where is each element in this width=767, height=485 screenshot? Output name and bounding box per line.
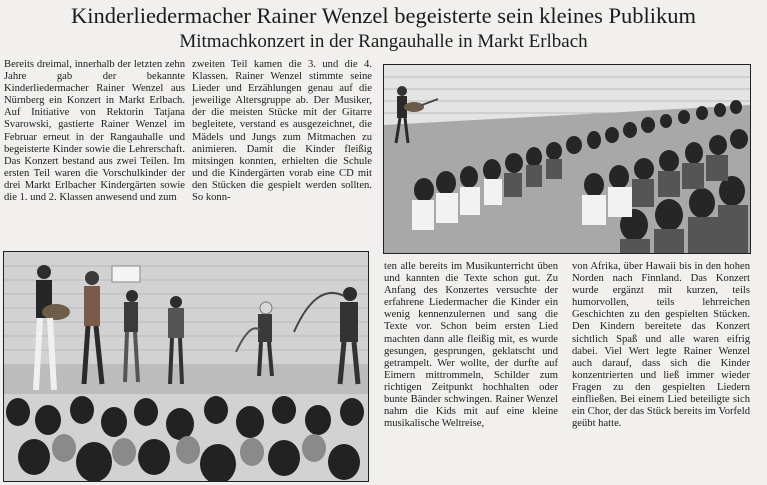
column-text: ten alle bereits im Musikunterricht üben und kannten die Texte schon gut. Zu Anfang des Konzertes versuchte der erfahrene Liedermacher die Kinder ein wenig kennenzulernen und sang die Texte vor. Schon beim ersten Lied machten dann alle fleißig mit, es wurde gesungen, gesprungen, geklatscht und getrampelt. Wer wollte, der durfte auf Eimern mittrommeln, Schilder zum richtigen Zeitpunkt hochhalten oder bunte Bänder schwingen. Rainer Wenzel nahm die Kids mit auf eine kleine musikalische Weltreise, (384, 261, 558, 430)
concert-audience-photo (383, 64, 751, 254)
article-column-2 (192, 59, 372, 204)
column-text: Bereits dreimal, innerhalb der letzten zehn Jahre gab der bekannte Kinderliedermacher Rainer Wenzel aus Nürnberg ein Konzert in Markt Erlbach. Auf Initiative von Rektorin Tatjana Svarowski, gastierte Rainer Wenzel im Februar erneut in der Rangauhalle und begeisterte Kinder sowie die Lehrerschaft. Das Konzert bestand aus zwei Teilen. Im ersten Teil waren die Vorschulkinder der drei Markt Erlbacher Kindergärten sowie die 1. und 2. Klassen anwesend und zum (4, 59, 185, 204)
article-column-1 (4, 59, 185, 204)
article-column-3 (384, 261, 558, 430)
stage-performance-photo (3, 251, 369, 482)
article-headline: Kinderliedermacher Rainer Wenzel begeisterte sein kleines Publikum (70, 3, 697, 28)
column-text: zweiten Teil kamen die 3. und die 4. Klassen. Rainer Wenzel stimmte seine Lieder und Erzählungen genau auf die jeweilige Altersgruppe ab. Der Musiker, der die meisten Stücke mit der Gitarre begleitete, verstand es ausgezeichnet, die Mädels und Jungs zum Mitmachen zu animieren. Damit die Kinder fleißig mitsingen konnten, erhielten die Schule und die Kindergärten vorab eine CD mit den Stücken die gespielt werden sollten. So konn- (192, 59, 372, 204)
article-column-4 (572, 261, 750, 430)
article-subheadline: Mitmachkonzert in der Rangauhalle in Markt Erlbach (179, 31, 588, 52)
column-text: von Afrika, über Hawaii bis in den hohen Norden nach Finnland. Das Konzert wurde ergänzt mit kurzen, teils humorvollen, teils lehrreichen Geschichten zu den gespielten Stücken. Den Kindern bereitete das Konzert sichtlich Spaß und alle waren eifrig dabei. Viel Wert legte Rainer Wenzel auch darauf, dass sich die Kinder konzentrierten und ließ immer wieder Fragen zu den gespielten Liedern einfließen. Bei einem Lied beteiligte sich ein Chor, der das Stück bereits im Vorfeld geübt hatte. (572, 261, 750, 430)
